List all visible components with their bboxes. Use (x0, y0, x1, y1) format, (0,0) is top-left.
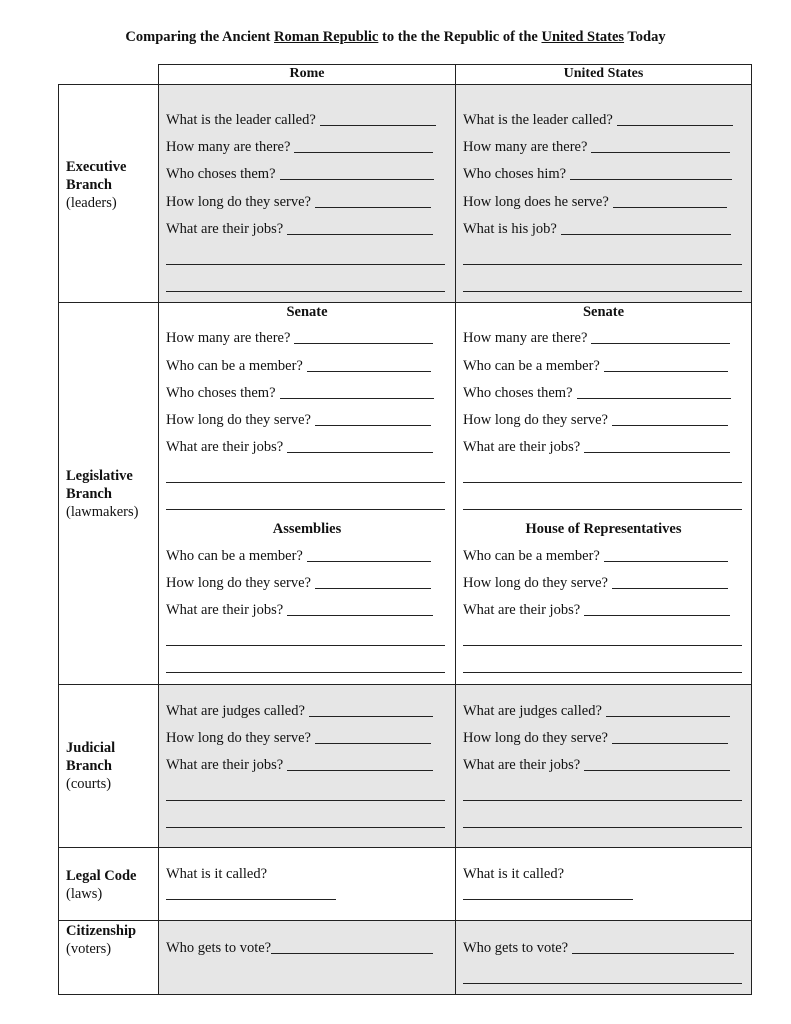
house-heading: House of Representatives (525, 521, 682, 537)
answer-line[interactable] (561, 233, 731, 235)
answer-line[interactable] (584, 769, 730, 771)
answer-line[interactable] (315, 742, 431, 744)
answer-line[interactable] (280, 178, 434, 180)
answer-line[interactable] (287, 233, 433, 235)
answer-line[interactable] (271, 952, 433, 954)
answer-line[interactable] (166, 509, 445, 510)
answer-line[interactable] (294, 151, 433, 153)
answer-line[interactable] (315, 587, 431, 589)
answer-line[interactable] (166, 482, 445, 483)
answer-line[interactable] (166, 800, 445, 801)
page-title (0, 29, 791, 46)
answer-line[interactable] (166, 291, 445, 292)
answer-line[interactable] (606, 715, 730, 717)
question-field[interactable]: What are their jobs? (463, 439, 730, 456)
answer-line[interactable] (307, 560, 431, 562)
question-field[interactable]: Who can be a member? (166, 358, 431, 375)
legal-us-cell (455, 847, 752, 921)
question-field[interactable]: What is his job? (463, 221, 731, 238)
answer-line[interactable] (604, 370, 728, 372)
question-field[interactable]: What are their jobs? (166, 439, 433, 456)
assemblies-heading: Assemblies (272, 521, 342, 537)
title-text: Comparing the Ancient (125, 29, 275, 45)
answer-line[interactable] (166, 645, 445, 646)
answer-line[interactable] (166, 672, 445, 673)
answer-line[interactable] (612, 742, 728, 744)
answer-line[interactable] (612, 424, 728, 426)
answer-line[interactable] (287, 451, 433, 453)
answer-line[interactable] (584, 614, 730, 616)
answer-line[interactable] (612, 587, 728, 589)
column-header-rome: Rome (289, 66, 325, 81)
answer-line[interactable] (463, 899, 633, 900)
row-label-executive: Executive Branch (leaders) (66, 159, 127, 211)
question-field[interactable]: How many are there? (463, 139, 730, 156)
question-field[interactable]: What is the leader called? (463, 112, 733, 129)
question-field[interactable]: How long do they serve? (166, 575, 431, 592)
answer-line[interactable] (166, 264, 445, 265)
answer-line[interactable] (617, 124, 733, 126)
senate-heading-rome: Senate (286, 304, 328, 320)
row-label-legal: Legal Code (laws) (66, 868, 137, 902)
answer-line[interactable] (320, 124, 436, 126)
question-field[interactable]: How long do they serve? (166, 194, 431, 211)
row-label-judicial: Judicial Branch (courts) (66, 740, 116, 792)
answer-line[interactable] (315, 206, 431, 208)
row-label-legislative: Legislative Branch (lawmakers) (66, 468, 139, 520)
answer-line[interactable] (307, 370, 431, 372)
question-field[interactable]: How many are there? (166, 139, 433, 156)
answer-line[interactable] (280, 397, 434, 399)
citizenship-rome-cell (158, 920, 456, 995)
answer-line[interactable] (591, 151, 730, 153)
question-field[interactable]: What are their jobs? (166, 757, 433, 774)
question-field[interactable]: What are judges called? (166, 703, 433, 720)
answer-line[interactable] (613, 206, 727, 208)
question-field[interactable]: Who gets to vote? (463, 940, 734, 957)
question-field[interactable]: What are their jobs? (463, 757, 730, 774)
question-field[interactable]: Who gets to vote? (166, 940, 433, 957)
question-field[interactable]: Who choses them? (166, 166, 434, 183)
column-header-us: United States (563, 66, 644, 81)
answer-line[interactable] (463, 800, 742, 801)
answer-line[interactable] (604, 560, 728, 562)
question-field[interactable]: Who can be a member? (463, 358, 728, 375)
answer-line[interactable] (463, 672, 742, 673)
answer-line[interactable] (463, 482, 742, 483)
answer-line[interactable] (287, 769, 433, 771)
answer-line[interactable] (570, 178, 732, 180)
question-field[interactable]: How many are there? (166, 330, 433, 347)
question-field[interactable]: What are their jobs? (166, 221, 433, 238)
answer-line[interactable] (463, 509, 742, 510)
answer-line[interactable] (591, 342, 730, 344)
question-field[interactable]: Who choses them? (463, 385, 731, 402)
answer-line[interactable] (463, 645, 742, 646)
title-text: Today (624, 29, 666, 45)
answer-line[interactable] (166, 899, 336, 900)
question-field[interactable]: How many are there? (463, 330, 730, 347)
question-field[interactable]: Who can be a member? (463, 548, 728, 565)
answer-line[interactable] (463, 983, 742, 984)
question-field[interactable]: What is it called? (463, 866, 565, 882)
answer-line[interactable] (584, 451, 730, 453)
question-field[interactable]: What are their jobs? (166, 602, 433, 619)
answer-line[interactable] (577, 397, 731, 399)
senate-heading-us: Senate (582, 304, 625, 320)
title-roman-republic: Roman Republic (274, 29, 379, 45)
question-field[interactable]: Who choses them? (166, 385, 434, 402)
row-label-citizenship: Citizenship (voters) (66, 923, 137, 957)
question-field[interactable]: Who choses him? (463, 166, 732, 183)
answer-line[interactable] (287, 614, 433, 616)
legal-rome-cell (158, 847, 456, 921)
question-field[interactable]: How long do they serve? (463, 730, 728, 747)
answer-line[interactable] (315, 424, 431, 426)
question-field[interactable]: What is it called? (166, 866, 268, 882)
answer-line[interactable] (294, 342, 433, 344)
answer-line[interactable] (463, 264, 742, 265)
question-field[interactable]: How long do they serve? (463, 575, 728, 592)
question-field[interactable]: Who can be a member? (166, 548, 431, 565)
question-field[interactable]: How long do they serve? (166, 412, 431, 429)
question-field[interactable]: What are their jobs? (463, 602, 730, 619)
answer-line[interactable] (166, 827, 445, 828)
question-field[interactable]: How long do they serve? (463, 412, 728, 429)
answer-line[interactable] (463, 291, 742, 292)
question-field[interactable]: How long do they serve? (166, 730, 431, 747)
answer-line[interactable] (309, 715, 433, 717)
question-field[interactable]: What are judges called? (463, 703, 730, 720)
question-field[interactable]: What is the leader called? (166, 112, 436, 129)
answer-line[interactable] (463, 827, 742, 828)
title-text: to the the Republic of the (378, 29, 542, 45)
title-united-states: United States (541, 29, 625, 45)
answer-line[interactable] (572, 952, 734, 954)
question-field[interactable]: How long does he serve? (463, 194, 727, 211)
